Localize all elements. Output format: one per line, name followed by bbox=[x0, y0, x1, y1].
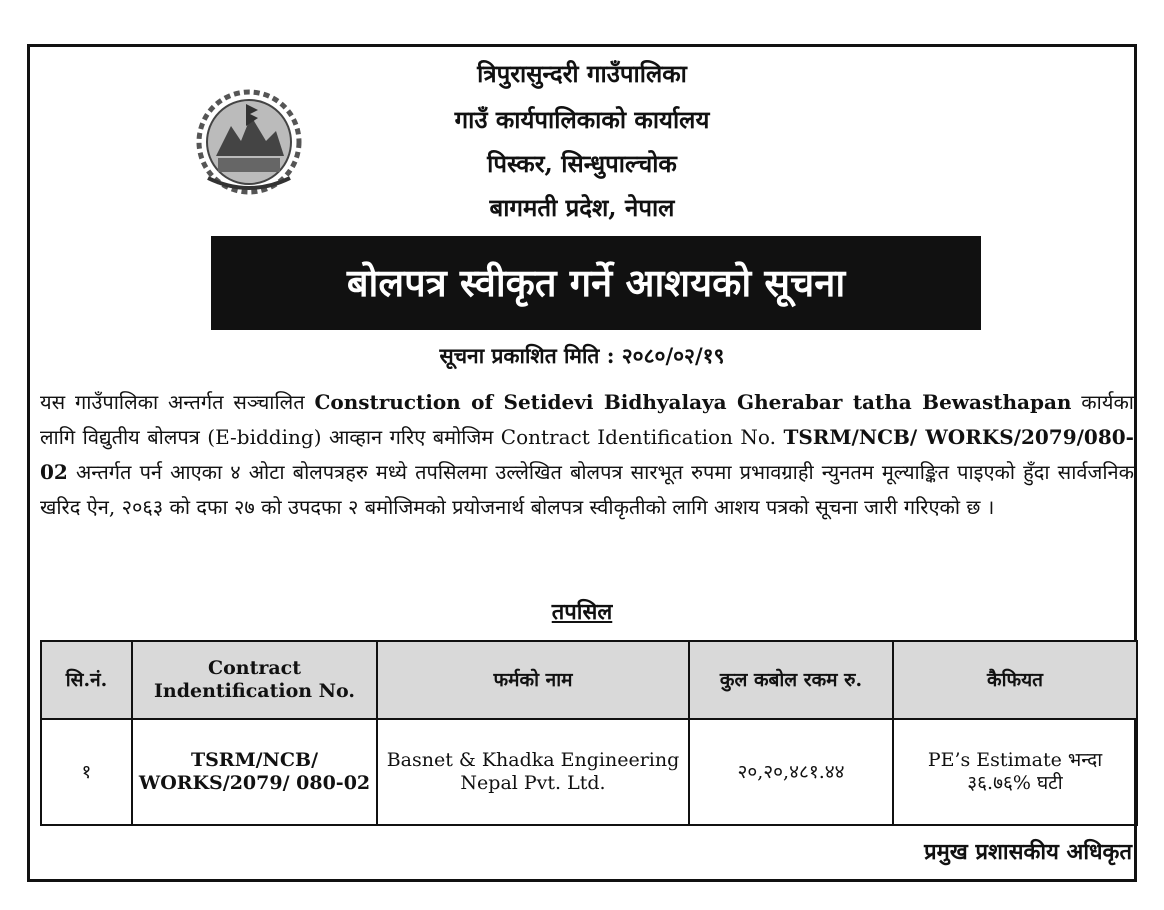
nepal-government-emblem-icon bbox=[186, 86, 312, 198]
publication-date: सूचना प्रकाशित मिति : २०८०/०२/१९ bbox=[439, 343, 725, 368]
office-name: गाउँ कार्यपालिकाको कार्यालय bbox=[454, 105, 710, 134]
cell-bid-amount: २०,२०,४८१.४४ bbox=[689, 719, 893, 825]
cell-contract-no: TSRM/NCB/ WORKS/2079/ 080-02 bbox=[132, 719, 377, 825]
table-header-row bbox=[41, 641, 1137, 719]
municipality-name: त्रिपुरासुन्दरी गाउँपालिका bbox=[477, 59, 687, 88]
schedule-title: तपसिल bbox=[551, 599, 613, 625]
body-text-part2: कार्यका लागि विद्युतीय बोलपत्र (E-bidding) आव्हान गरिए बमोजिम Contract Identification No. bbox=[40, 390, 1134, 449]
column-header-bid-amount: कुल कबोल रकम रु. bbox=[689, 641, 893, 719]
province-country: बागमती प्रदेश, नेपाल bbox=[489, 193, 675, 222]
body-text-part3: अन्तर्गत पर्न आएका ४ ओटा बोलपत्रहरु मध्ये तपसिलमा उल्लेखित बोलपत्र सारभूत रुपमा प्रभावग्राही न्युनतम मूल्याङ्कित पाइएको हुँदा सार्वजनिक खरिद ऐन, २०६३ को दफा २७ को उपदफा २ बमोजिमको प्रयोजनार्थ बोलपत्र स्वीकृतीको लागि आशय पत्रको सूचना जारी गरिएको छ । bbox=[40, 460, 1134, 519]
signatory-title: प्रमुख प्रशासकीय अधिकृत bbox=[924, 839, 1132, 865]
office-address: पिस्कर, सिन्धुपाल्चोक bbox=[487, 149, 677, 178]
column-header-firm-name: फर्मको नाम bbox=[377, 641, 689, 719]
notice-title-banner: बोलपत्र स्वीकृत गर्ने आशयको सूचना bbox=[211, 236, 981, 330]
column-header-contract-no: Contract Indentification No. bbox=[132, 641, 377, 719]
notice-body bbox=[40, 385, 1134, 525]
cell-firm-name: Basnet & Khadka Engineering Nepal Pvt. Ltd. bbox=[377, 719, 689, 825]
cell-remarks: PE’s Estimate भन्दा ३६.७६% घटी bbox=[893, 719, 1137, 825]
table-row bbox=[41, 719, 1137, 825]
cell-serial: १ bbox=[41, 719, 132, 825]
contract-identification-no: TSRM/NCB/ WORKS/2079/080-02 bbox=[40, 425, 1134, 484]
bid-schedule-table bbox=[40, 640, 1138, 826]
column-header-serial: सि.नं. bbox=[41, 641, 132, 719]
project-name: Construction of Setidevi Bidhyalaya Gherabar tatha Bewasthapan bbox=[314, 390, 1072, 414]
column-header-remarks: कैफियत bbox=[893, 641, 1137, 719]
body-text-part1: यस गाउँपालिका अन्तर्गत सञ्चालित bbox=[40, 390, 315, 414]
